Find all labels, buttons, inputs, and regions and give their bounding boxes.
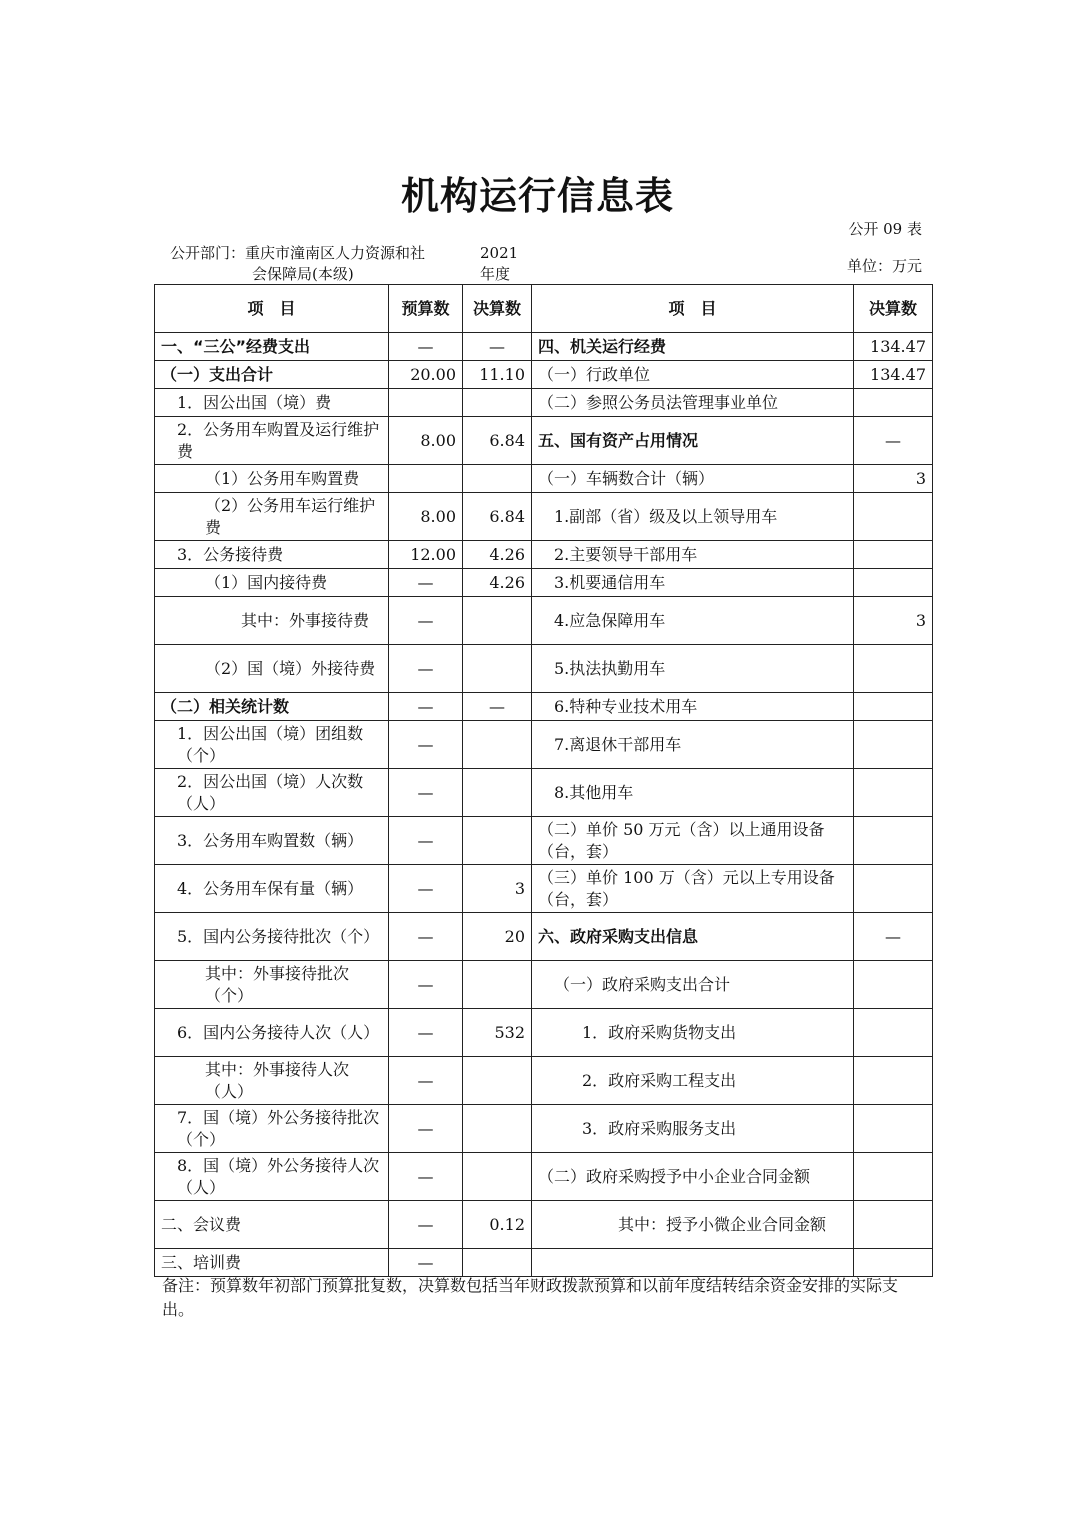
- row-item-right: 8.其他用车: [532, 769, 854, 817]
- row-budget-value: [389, 465, 463, 493]
- table-row: [155, 465, 933, 493]
- row-item-right: 四、机关运行经费: [532, 333, 854, 361]
- row-budget-value: 20.00: [389, 361, 463, 389]
- row-item-left: （2）公务用车运行维护费: [155, 493, 389, 541]
- row-right-value: —: [854, 417, 933, 465]
- row-budget-value: —: [389, 1201, 463, 1249]
- row-final-value: 3: [463, 865, 532, 913]
- row-final-value: [463, 1249, 532, 1277]
- table-row: [155, 541, 933, 569]
- department-label: [170, 243, 460, 285]
- row-item-right: （一）行政单位: [532, 361, 854, 389]
- row-right-value: [854, 1201, 933, 1249]
- row-final-value: 6.84: [463, 417, 532, 465]
- row-item-right: 五、国有资产占用情况: [532, 417, 854, 465]
- row-budget-value: —: [389, 1249, 463, 1277]
- row-final-value: 11.10: [463, 361, 532, 389]
- row-budget-value: —: [389, 1057, 463, 1105]
- year-value: 2021: [480, 244, 519, 262]
- row-item-right: 5.执法执勤用车: [532, 645, 854, 693]
- row-right-value: [854, 1009, 933, 1057]
- row-budget-value: —: [389, 645, 463, 693]
- row-budget-value: —: [389, 769, 463, 817]
- table-header-row: [155, 285, 933, 333]
- row-final-value: [463, 389, 532, 417]
- table-row: [155, 865, 933, 913]
- row-item-left: 8．国（境）外公务接待人次（人）: [155, 1153, 389, 1201]
- table-row: [155, 569, 933, 597]
- row-item-right: 其中：授予小微企业合同金额: [532, 1201, 854, 1249]
- row-final-value: 20: [463, 913, 532, 961]
- row-item-right: 2.主要领导干部用车: [532, 541, 854, 569]
- row-right-value: [854, 1249, 933, 1277]
- row-item-left: 二、会议费: [155, 1201, 389, 1249]
- table-row: [155, 1105, 933, 1153]
- row-right-value: [854, 389, 933, 417]
- table-row: [155, 1153, 933, 1201]
- table-row: [155, 817, 933, 865]
- table-row: [155, 913, 933, 961]
- form-number: 公开 09 表: [848, 220, 922, 238]
- row-item-right: （二）政府采购授予中小企业合同金额: [532, 1153, 854, 1201]
- row-final-value: 4.26: [463, 569, 532, 597]
- department-line-1: 公开部门：重庆市潼南区人力资源和社: [170, 244, 426, 262]
- row-right-value: 3: [854, 597, 933, 645]
- year-suffix: 年度: [480, 265, 511, 283]
- row-item-right: 1.副部（省）级及以上领导用车: [532, 493, 854, 541]
- row-budget-value: [389, 389, 463, 417]
- row-item-left: 1．因公出国（境）费: [155, 389, 389, 417]
- header-final: 决算数: [463, 285, 532, 333]
- row-final-value: [463, 1153, 532, 1201]
- row-right-value: [854, 1057, 933, 1105]
- row-final-value: 532: [463, 1009, 532, 1057]
- row-right-value: [854, 1105, 933, 1153]
- row-final-value: [463, 721, 532, 769]
- row-item-right: 3．政府采购服务支出: [532, 1105, 854, 1153]
- row-item-left: 2．公务用车购置及运行维护费: [155, 417, 389, 465]
- row-item-right: （三）单价 100 万（含）元以上专用设备（台，套）: [532, 865, 854, 913]
- table-row: [155, 961, 933, 1009]
- row-budget-value: —: [389, 333, 463, 361]
- table-row: [155, 1057, 933, 1105]
- row-item-right: 1．政府采购货物支出: [532, 1009, 854, 1057]
- row-item-left: （1）国内接待费: [155, 569, 389, 597]
- fiscal-year: [480, 243, 520, 285]
- row-right-value: [854, 1153, 933, 1201]
- row-item-left: （二）相关统计数: [155, 693, 389, 721]
- table-row: [155, 1201, 933, 1249]
- row-final-value: [463, 1105, 532, 1153]
- row-final-value: 4.26: [463, 541, 532, 569]
- row-final-value: [463, 817, 532, 865]
- table-row: [155, 645, 933, 693]
- table-row: [155, 1249, 933, 1277]
- row-final-value: [463, 645, 532, 693]
- row-item-left: 其中：外事接待人次（人）: [155, 1057, 389, 1105]
- table-row: [155, 333, 933, 361]
- page-title: 机构运行信息表: [400, 174, 674, 218]
- row-right-value: [854, 865, 933, 913]
- row-right-value: 3: [854, 465, 933, 493]
- row-item-right: 3.机要通信用车: [532, 569, 854, 597]
- row-item-right: 7.离退休干部用车: [532, 721, 854, 769]
- row-final-value: [463, 769, 532, 817]
- row-item-right: 6.特种专业技术用车: [532, 693, 854, 721]
- row-right-value: [854, 569, 933, 597]
- row-item-left: （1）公务用车购置费: [155, 465, 389, 493]
- table-row: [155, 417, 933, 465]
- row-budget-value: —: [389, 1105, 463, 1153]
- row-budget-value: —: [389, 693, 463, 721]
- table-row: [155, 769, 933, 817]
- row-right-value: [854, 693, 933, 721]
- footnote: 备注：预算数年初部门预算批复数，决算数包括当年财政拨款预算和以前年度结转结余资金安排的实际支出。: [162, 1276, 899, 1319]
- row-budget-value: —: [389, 961, 463, 1009]
- row-final-value: —: [463, 693, 532, 721]
- row-item-left: 6．国内公务接待人次（人）: [155, 1009, 389, 1057]
- row-right-value: —: [854, 913, 933, 961]
- header-final-right: 决算数: [854, 285, 933, 333]
- row-budget-value: 8.00: [389, 417, 463, 465]
- row-item-right: （一）政府采购支出合计: [532, 961, 854, 1009]
- row-final-value: [463, 1057, 532, 1105]
- row-right-value: [854, 961, 933, 1009]
- row-right-value: 134.47: [854, 333, 933, 361]
- row-right-value: [854, 817, 933, 865]
- row-final-value: [463, 465, 532, 493]
- header-item-right: 项 目: [532, 285, 854, 333]
- table-row: [155, 493, 933, 541]
- row-item-left: 3．公务用车购置数（辆）: [155, 817, 389, 865]
- row-budget-value: —: [389, 1153, 463, 1201]
- department-line-2: 会保障局(本级): [252, 265, 354, 283]
- row-item-right: 4.应急保障用车: [532, 597, 854, 645]
- row-item-right: （二）单价 50 万元（含）以上通用设备（台，套）: [532, 817, 854, 865]
- row-item-right: 2．政府采购工程支出: [532, 1057, 854, 1105]
- table-row: [155, 597, 933, 645]
- row-item-left: 2．因公出国（境）人次数（人）: [155, 769, 389, 817]
- row-right-value: [854, 769, 933, 817]
- row-item-right: 六、政府采购支出信息: [532, 913, 854, 961]
- row-final-value: 0.12: [463, 1201, 532, 1249]
- header-item-left: 项 目: [155, 285, 389, 333]
- table-row: [155, 721, 933, 769]
- row-budget-value: —: [389, 597, 463, 645]
- row-final-value: —: [463, 333, 532, 361]
- unit-label: 单位：万元: [846, 257, 922, 275]
- table-row: [155, 361, 933, 389]
- row-right-value: [854, 721, 933, 769]
- row-budget-value: 12.00: [389, 541, 463, 569]
- row-item-left: 1．因公出国（境）团组数（个）: [155, 721, 389, 769]
- row-item-right: [532, 1249, 854, 1277]
- row-item-left: 一、“三公”经费支出: [155, 333, 389, 361]
- row-budget-value: —: [389, 721, 463, 769]
- row-budget-value: 8.00: [389, 493, 463, 541]
- table-row: [155, 693, 933, 721]
- row-budget-value: —: [389, 913, 463, 961]
- row-right-value: [854, 645, 933, 693]
- row-final-value: 6.84: [463, 493, 532, 541]
- row-item-left: 三、培训费: [155, 1249, 389, 1277]
- row-right-value: [854, 493, 933, 541]
- row-final-value: [463, 597, 532, 645]
- table-body: [155, 333, 933, 1277]
- row-item-left: 4．公务用车保有量（辆）: [155, 865, 389, 913]
- row-budget-value: —: [389, 817, 463, 865]
- row-final-value: [463, 961, 532, 1009]
- row-item-left: 5．国内公务接待批次（个）: [155, 913, 389, 961]
- row-item-left: 其中：外事接待批次（个）: [155, 961, 389, 1009]
- row-item-left: （2）国（境）外接待费: [155, 645, 389, 693]
- row-right-value: [854, 541, 933, 569]
- row-item-right: （一）车辆数合计（辆）: [532, 465, 854, 493]
- header-budget: 预算数: [389, 285, 463, 333]
- row-item-left: （一）支出合计: [155, 361, 389, 389]
- info-table: [154, 284, 933, 1277]
- row-item-left: 3．公务接待费: [155, 541, 389, 569]
- row-budget-value: —: [389, 1009, 463, 1057]
- table-row: [155, 1009, 933, 1057]
- row-budget-value: —: [389, 865, 463, 913]
- row-item-left: 7．国（境）外公务接待批次（个）: [155, 1105, 389, 1153]
- row-item-left: 其中：外事接待费: [155, 597, 389, 645]
- row-right-value: 134.47: [854, 361, 933, 389]
- row-item-right: （二）参照公务员法管理事业单位: [532, 389, 854, 417]
- table-row: [155, 389, 933, 417]
- row-budget-value: —: [389, 569, 463, 597]
